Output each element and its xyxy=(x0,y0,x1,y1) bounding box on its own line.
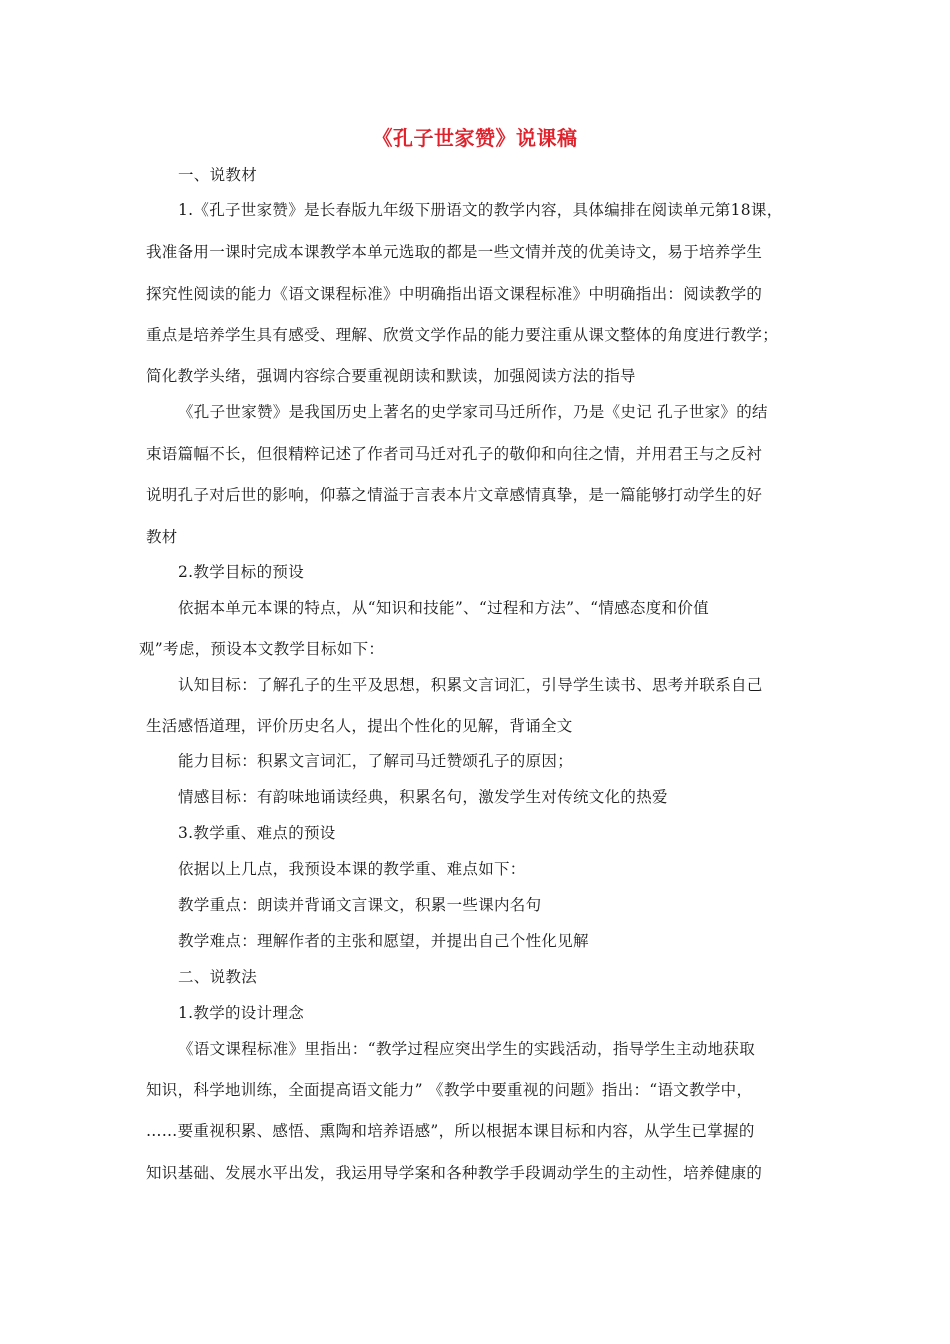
paragraph-line: 知识，科学地训练，全面提高语文能力” 《教学中要重视的问题》指出：“语文教学中， xyxy=(146,1081,753,1099)
paragraph-line: 1.《孔子世家赞》是长春版九年级下册语文的教学内容，具体编排在阅读单元第18课， xyxy=(178,201,783,219)
paragraph-line: 生活感悟道理，评价历史名人，提出个性化的见解，背诵全文 xyxy=(146,717,573,735)
paragraph-line: 探究性阅读的能力《语文课程标准》中明确指出语文课程标准》中明确指出：阅读教学的 xyxy=(146,285,763,303)
paragraph-line: 观”考虑，预设本文教学目标如下： xyxy=(139,640,385,658)
paragraph-line: 《孔子世家赞》是我国历史上著名的史学家司马迁所作，乃是《史记 孔子世家》的结 xyxy=(178,403,768,421)
paragraph-line: 认知目标：了解孔子的生平及思想，积累文言词汇，引导学生读书、思考并联系自己 xyxy=(178,676,763,694)
section-heading: 3.教学重、难点的预设 xyxy=(178,824,336,842)
paragraph-line: 重点是培养学生具有感受、理解、欣赏文学作品的能力要注重从课文整体的角度进行教学； xyxy=(146,326,779,344)
paragraph-line: 我准备用一课时完成本课教学本单元选取的都是一些文情并茂的优美诗文，易于培养学生 xyxy=(146,243,763,261)
section-heading: 二、说教法 xyxy=(178,968,258,986)
paragraph-line: 知识基础、发展水平出发，我运用导学案和各种教学手段调动学生的主动性，培养健康的 xyxy=(146,1164,763,1182)
paragraph-line: 教学难点：理解作者的主张和愿望，并提出自己个性化见解 xyxy=(178,932,589,950)
paragraph-line: 教学重点：朗读并背诵文言课文，积累一些课内名句 xyxy=(178,896,542,914)
paragraph-line: 依据本单元本课的特点，从“知识和技能”、“过程和方法”、“情感态度和价值 xyxy=(178,599,709,617)
paragraph-line: 说明孔子对后世的影响，仰慕之情溢于言表本片文章感情真挚，是一篇能够打动学生的好 xyxy=(146,486,763,504)
paragraph-line: ……要重视积累、感悟、熏陶和培养语感”，所以根据本课目标和内容，从学生已掌握的 xyxy=(146,1122,755,1140)
paragraph-line: 依据以上几点，我预设本课的教学重、难点如下： xyxy=(178,860,526,878)
document-title: 《孔子世家赞》说课稿 xyxy=(372,126,578,150)
section-heading: 2.教学目标的预设 xyxy=(178,563,304,581)
paragraph-line: 教材 xyxy=(146,528,178,546)
paragraph-line: 束语篇幅不长，但很精粹记述了作者司马迁对孔子的敬仰和向往之情，并用君王与之反衬 xyxy=(146,445,763,463)
paragraph-line: 情感目标：有韵味地诵读经典，积累名句，激发学生对传统文化的热爱 xyxy=(178,788,668,806)
section-heading: 一、说教材 xyxy=(178,166,258,184)
paragraph-line: 能力目标：积累文言词汇，了解司马迁赞颂孔子的原因； xyxy=(178,752,574,770)
paragraph-line: 《语文课程标准》里指出：“教学过程应突出学生的实践活动，指导学生主动地获取 xyxy=(178,1040,756,1058)
paragraph-line: 简化教学头绪，强调内容综合要重视朗读和默读，加强阅读方法的指导 xyxy=(146,367,636,385)
section-heading: 1.教学的设计理念 xyxy=(178,1004,304,1022)
